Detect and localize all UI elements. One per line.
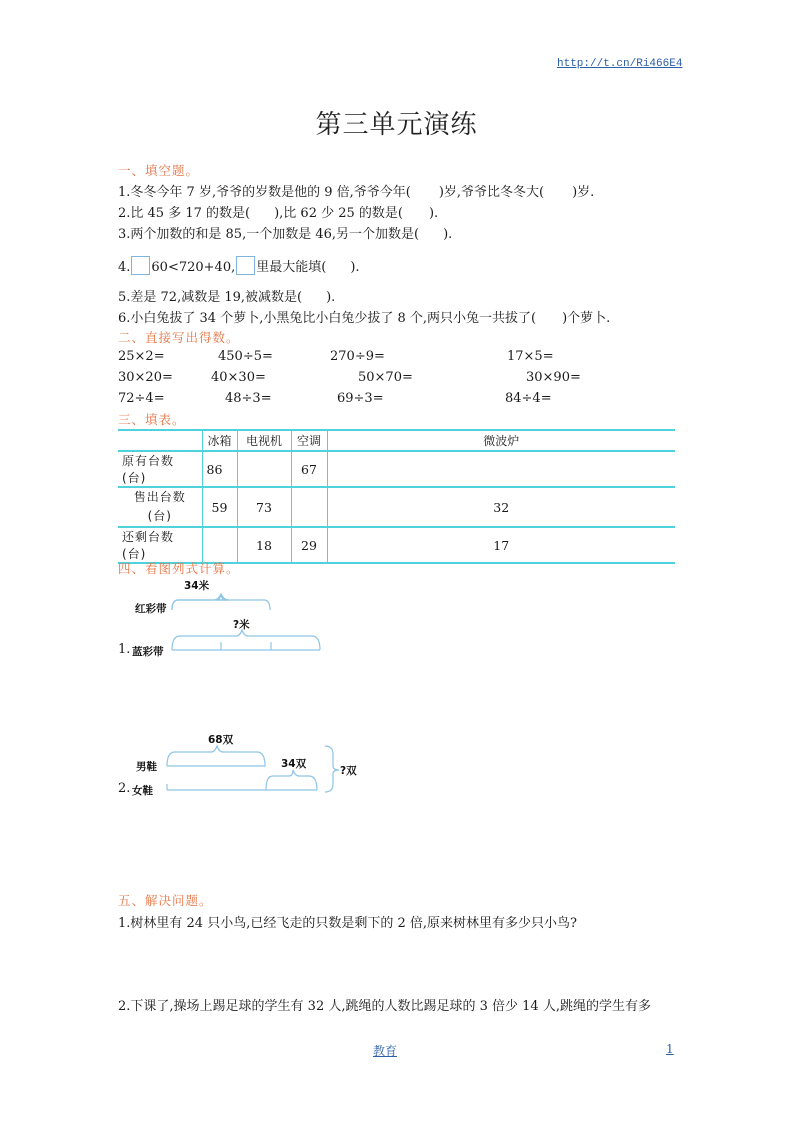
calc-1-0: 30×20= (118, 370, 173, 385)
table-cell[interactable] (237, 451, 291, 487)
calc-2-2: 69÷3= (337, 391, 384, 406)
diagram1-number: 1. (118, 642, 131, 657)
diagram2-top-label: 68双 (208, 734, 234, 746)
question-1-4 (118, 256, 360, 275)
question-1-3 (118, 223, 452, 242)
table-cell[interactable] (291, 487, 327, 527)
table-cell[interactable]: 18 (237, 527, 291, 563)
question-1-1 (118, 181, 594, 200)
question-1-5 (118, 286, 335, 305)
table-row (118, 527, 675, 563)
calc-0-2: 270÷9= (330, 349, 385, 364)
q5-text-b: ). (326, 290, 336, 305)
table-header-cell: 空调 (291, 430, 327, 451)
footer-center-link[interactable]: 教育 (373, 1044, 398, 1058)
table-cell[interactable]: 17 (327, 527, 675, 563)
total-brace (325, 746, 339, 792)
question-1-2 (118, 202, 438, 221)
diagram1-row1-label: 红彩带 (135, 603, 167, 615)
page-number: 1 (666, 1042, 674, 1056)
diagram1-top-label: 34米 (184, 580, 210, 592)
q4-text-b: 60<720+40, (151, 260, 236, 275)
table-cell[interactable]: 29 (291, 527, 327, 563)
calc-0-3: 17×5= (507, 349, 554, 364)
table-row-label: 售出台数(台) (118, 487, 202, 527)
section2-heading: 二、直接写出得数。 (118, 330, 240, 345)
q1-text-b: )岁,爷爷比冬冬大( (438, 185, 545, 200)
table-row (118, 451, 675, 487)
table-cell[interactable]: 59 (202, 487, 237, 527)
q1-text-c: )岁. (572, 185, 595, 200)
diagram2-number: 2. (118, 781, 131, 796)
calc-0-1: 450÷5= (218, 349, 273, 364)
blank-box-1[interactable] (131, 256, 150, 275)
diagram1-svg (170, 590, 330, 660)
q4-text-a: 4. (118, 260, 131, 275)
boys-shoes-brace (167, 746, 265, 766)
problem-5-2: 2.下课了,操场上踢足球的学生有 32 人,跳绳的人数比踢足球的 3 倍少 14 人,跳绳的学生有多 (118, 999, 651, 1014)
q2-text-a: 2.比 45 多 17 的数是( (118, 206, 251, 221)
q4-text-c: 里最大能填( (256, 260, 327, 275)
diagram2-row2-label: 女鞋 (132, 785, 153, 797)
section4-heading: 四、看图列式计算。 (118, 561, 240, 576)
page-title: 第三单元演练 (315, 110, 478, 140)
table-cell[interactable]: 86 (202, 451, 237, 487)
q5-text-a: 5.差是 72,减数是 19,被减数是( (118, 290, 303, 305)
q2-text-c: ). (428, 206, 439, 221)
table-cell[interactable]: 32 (327, 487, 675, 527)
table-row (118, 487, 675, 527)
q4-text-d: ). (350, 260, 360, 275)
table-row-label: 原有台数(台) (118, 451, 202, 487)
diagram2-svg (165, 740, 355, 800)
q3-text-b: ). (443, 227, 453, 242)
q2-text-b: ),比 62 少 25 的数是( (274, 206, 403, 221)
brace-34 (266, 770, 317, 790)
table-header-cell (118, 430, 202, 451)
fill-table (118, 429, 675, 564)
calc-2-0: 72÷4= (118, 391, 165, 406)
calc-2-3: 84÷4= (505, 391, 552, 406)
q6-text-a: 6.小白兔拔了 34 个萝卜,小黑兔比小白兔少拔了 8 个,两只小兔一共拔了( (118, 311, 537, 326)
table-cell[interactable]: 67 (291, 451, 327, 487)
question-1-6 (118, 307, 610, 326)
table-header-cell: 冰箱 (202, 430, 237, 451)
table-cell[interactable] (327, 451, 675, 487)
table-cell[interactable]: 73 (237, 487, 291, 527)
section3-heading: 三、填表。 (118, 412, 186, 427)
q3-text-a: 3.两个加数的和是 85,一个加数是 46,另一个加数是( (118, 227, 420, 242)
table-header-row (118, 430, 675, 451)
calc-0-0: 25×2= (118, 349, 165, 364)
section1-heading: 一、填空题。 (118, 163, 200, 178)
diagram2-total-label: ?双 (340, 765, 357, 777)
table-header-cell: 微波炉 (327, 430, 675, 451)
diagram1-row2-label: 蓝彩带 (132, 646, 164, 658)
blank-box-2[interactable] (236, 256, 255, 275)
table-header-cell: 电视机 (237, 430, 291, 451)
brace-34m (172, 594, 228, 610)
calc-1-2: 50×70= (358, 370, 413, 385)
calc-1-1: 40×30= (211, 370, 266, 385)
table-row-label: 还剩台数(台) (118, 527, 202, 563)
bottom-brace (172, 630, 320, 650)
diagram2-mid-label: 34双 (281, 758, 307, 770)
q1-text-a: 1.冬冬今年 7 岁,爷爷的岁数是他的 9 倍,爷爷今年( (118, 185, 411, 200)
table-cell[interactable] (202, 527, 237, 563)
problem-5-1: 1.树林里有 24 只小鸟,已经飞走的只数是剩下的 2 倍,原来树林里有多少只小鸟? (118, 916, 577, 931)
calc-1-3: 30×90= (526, 370, 581, 385)
diagram1-bottom-label: ?米 (233, 619, 250, 631)
header-url-link[interactable]: http://t.cn/Ri466E4 (557, 58, 683, 70)
q6-text-b: )个萝卜. (562, 311, 611, 326)
section5-heading: 五、解决问题。 (118, 893, 213, 908)
top-brace (172, 594, 270, 610)
diagram2-row1-label: 男鞋 (136, 761, 157, 773)
calc-2-1: 48÷3= (225, 391, 272, 406)
